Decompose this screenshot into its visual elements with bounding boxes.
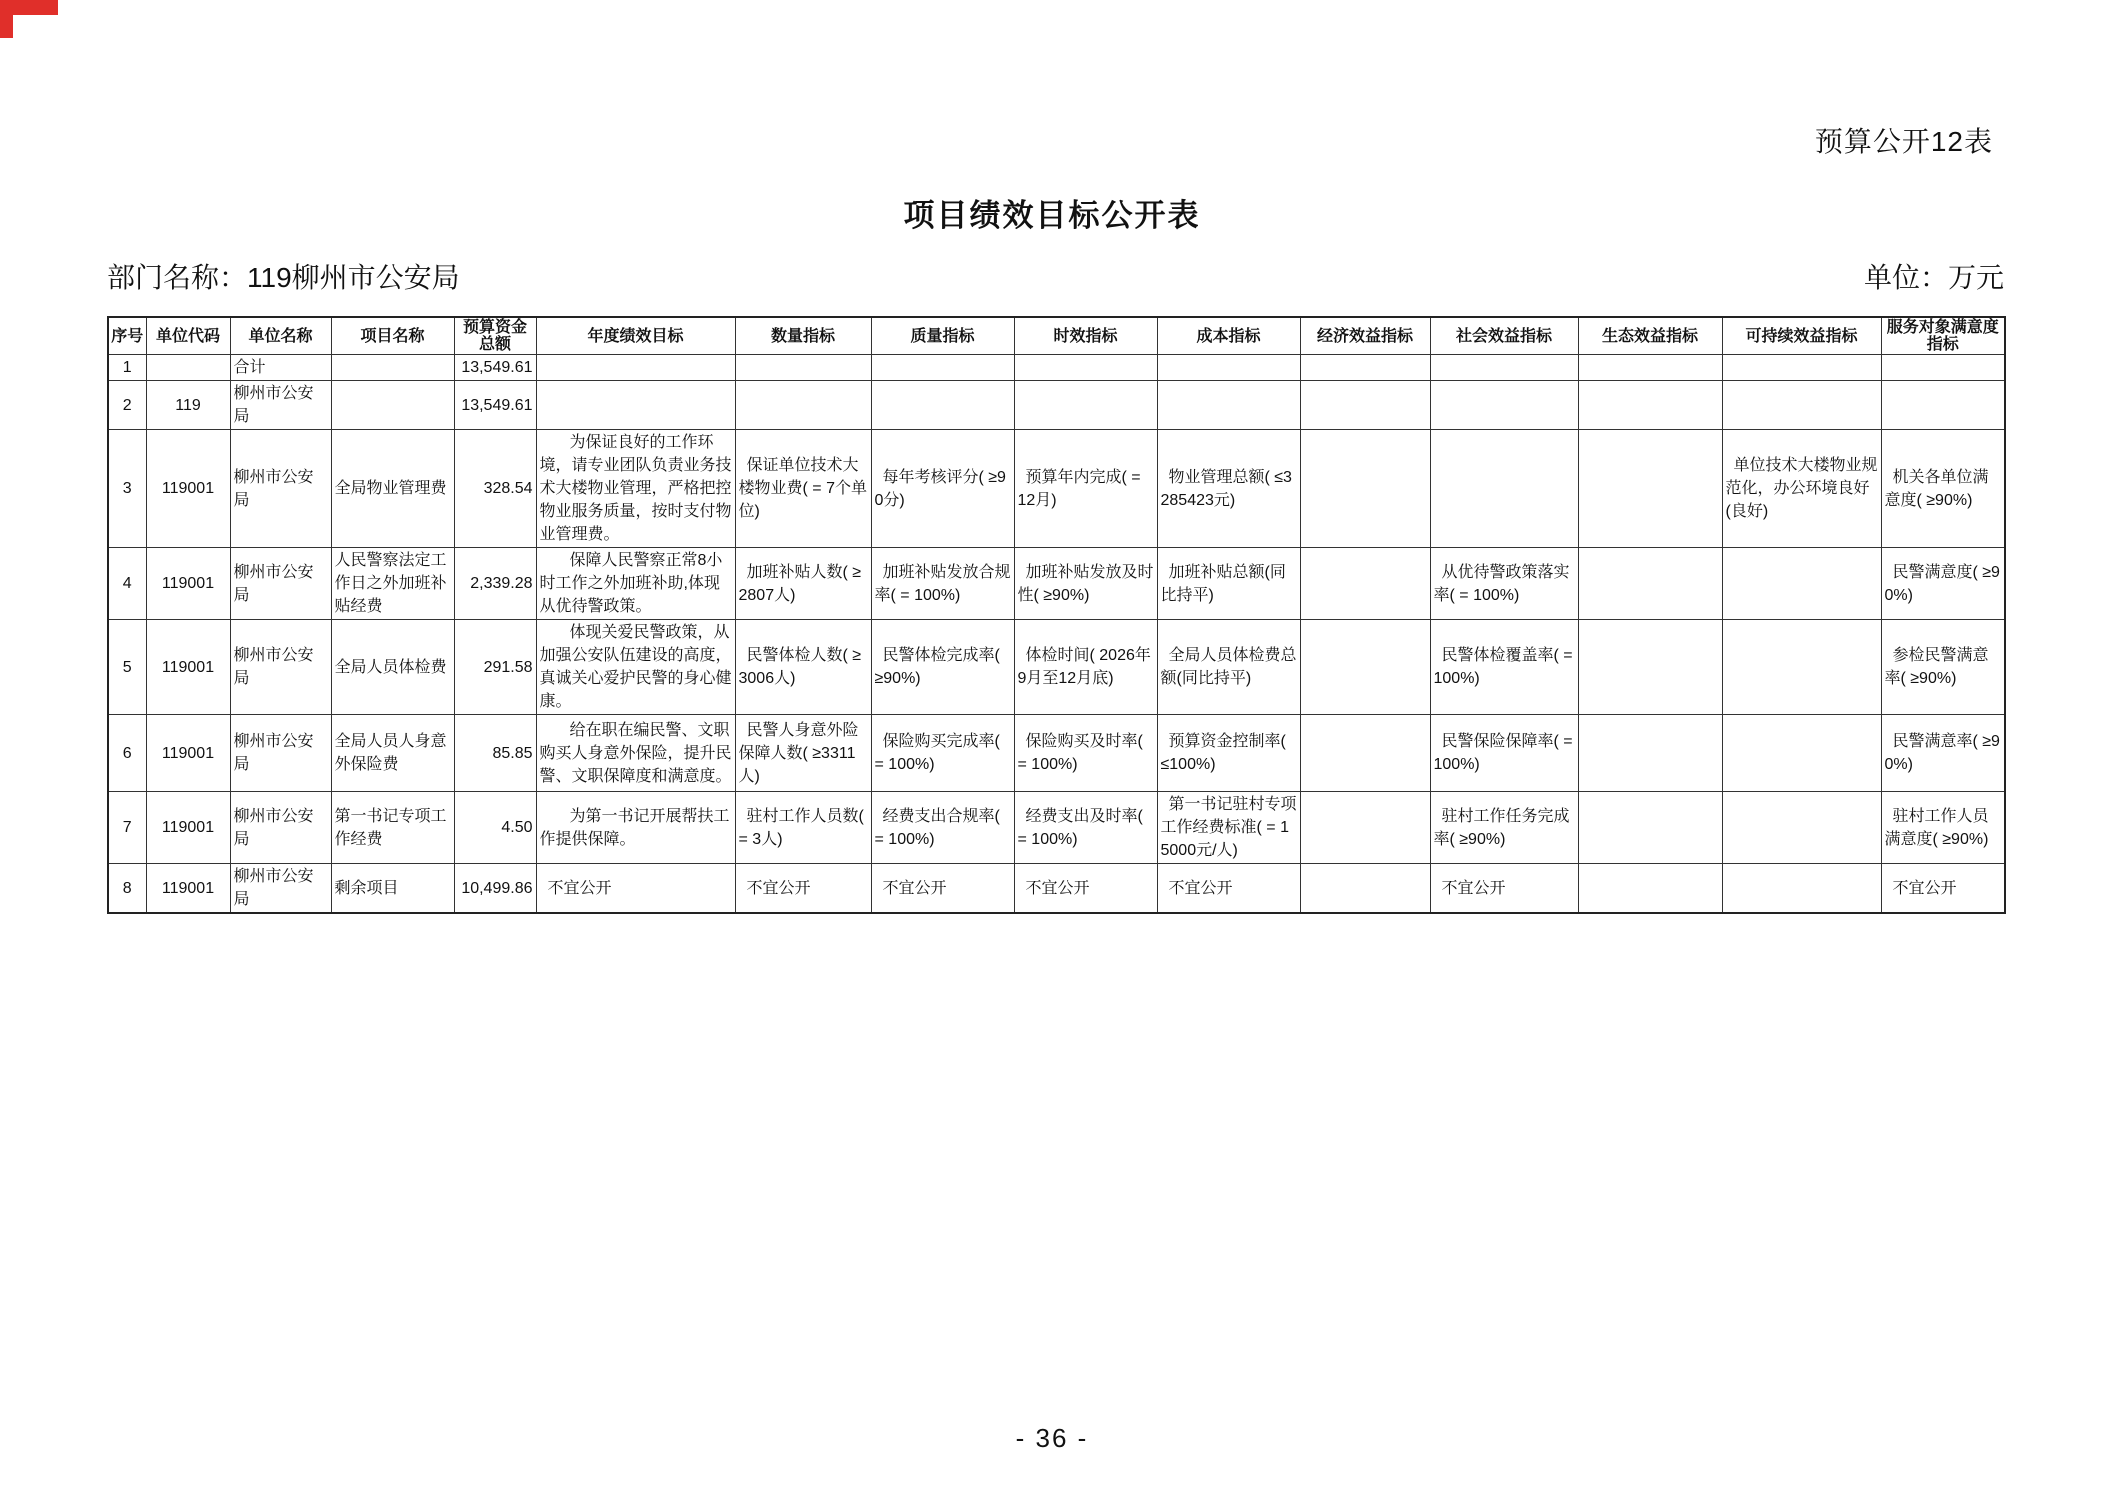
column-header: 服务对象满意度指标 bbox=[1881, 317, 2005, 355]
table-cell bbox=[331, 355, 454, 381]
table-cell bbox=[1722, 355, 1881, 381]
table-cell bbox=[1722, 864, 1881, 914]
table-cell: 119001 bbox=[146, 620, 230, 715]
table-cell: 体检时间( 2026年9月至12月底) bbox=[1014, 620, 1157, 715]
table-cell: 加班补贴人数( ≥2807人) bbox=[735, 548, 871, 620]
column-header: 质量指标 bbox=[871, 317, 1014, 355]
table-cell: 经费支出合规率( = 100%) bbox=[871, 792, 1014, 864]
table-cell: 119001 bbox=[146, 430, 230, 548]
table-cell: 加班补贴发放合规率( = 100%) bbox=[871, 548, 1014, 620]
table-cell: 1 bbox=[108, 355, 146, 381]
table-cell bbox=[1014, 355, 1157, 381]
table-cell: 328.54 bbox=[454, 430, 536, 548]
table-cell: 8 bbox=[108, 864, 146, 914]
column-header: 生态效益指标 bbox=[1578, 317, 1722, 355]
column-header: 社会效益指标 bbox=[1430, 317, 1578, 355]
table-cell bbox=[1300, 864, 1430, 914]
table-cell: 13,549.61 bbox=[454, 381, 536, 430]
table-row bbox=[108, 381, 2005, 430]
table-cell: 第一书记驻村专项工作经费标准( = 15000元/人) bbox=[1157, 792, 1300, 864]
table-cell: 全局物业管理费 bbox=[331, 430, 454, 548]
table-cell: 预算年内完成( = 12月) bbox=[1014, 430, 1157, 548]
column-header: 数量指标 bbox=[735, 317, 871, 355]
table-cell bbox=[1300, 548, 1430, 620]
table-cell: 不宜公开 bbox=[1014, 864, 1157, 914]
table-cell: 6 bbox=[108, 715, 146, 792]
table-cell: 不宜公开 bbox=[871, 864, 1014, 914]
table-cell: 机关各单位满意度( ≥90%) bbox=[1881, 430, 2005, 548]
table-cell: 不宜公开 bbox=[1157, 864, 1300, 914]
table-cell bbox=[1578, 548, 1722, 620]
sheet-number-label: 预算公开12表 bbox=[1814, 126, 1993, 157]
table-cell: 85.85 bbox=[454, 715, 536, 792]
table-cell bbox=[871, 381, 1014, 430]
table-cell: 单位技术大楼物业规范化，办公环境良好(良好) bbox=[1722, 430, 1881, 548]
table-cell bbox=[1300, 430, 1430, 548]
table-cell bbox=[1014, 381, 1157, 430]
table-cell: 2 bbox=[108, 381, 146, 430]
table-cell bbox=[1157, 355, 1300, 381]
column-header: 可持续效益指标 bbox=[1722, 317, 1881, 355]
table-meta-line bbox=[107, 256, 2004, 296]
table-cell: 预算资金控制率( ≤100%) bbox=[1157, 715, 1300, 792]
table-cell: 柳州市公安局 bbox=[230, 792, 331, 864]
table-cell: 7 bbox=[108, 792, 146, 864]
table-cell: 柳州市公安局 bbox=[230, 620, 331, 715]
table-cell bbox=[1430, 430, 1578, 548]
table-cell bbox=[331, 381, 454, 430]
table-cell bbox=[1578, 715, 1722, 792]
table-cell bbox=[1722, 715, 1881, 792]
table-cell: 驻村工作人员数( = 3人) bbox=[735, 792, 871, 864]
table-cell: 保证单位技术大楼物业费( = 7个单位) bbox=[735, 430, 871, 548]
table-cell: 人民警察法定工作日之外加班补贴经费 bbox=[331, 548, 454, 620]
table-cell: 民警体检人数( ≥3006人) bbox=[735, 620, 871, 715]
table-cell: 119 bbox=[146, 381, 230, 430]
table-row bbox=[108, 548, 2005, 620]
table-cell: 经费支出及时率( = 100%) bbox=[1014, 792, 1157, 864]
table-cell: 体现关爱民警政策，从加强公安队伍建设的高度，真诚关心爱护民警的身心健康。 bbox=[536, 620, 735, 715]
table-header-row bbox=[108, 317, 2005, 355]
table-cell: 119001 bbox=[146, 548, 230, 620]
table-cell: 给在职在编民警、文职购买人身意外保险，提升民警、文职保障度和满意度。 bbox=[536, 715, 735, 792]
column-header: 预算资金总额 bbox=[454, 317, 536, 355]
page-number: - 36 - bbox=[1015, 1423, 1089, 1453]
table-cell: 全局人员体检费 bbox=[331, 620, 454, 715]
performance-table bbox=[107, 316, 2006, 914]
table-cell bbox=[1300, 715, 1430, 792]
column-header: 项目名称 bbox=[331, 317, 454, 355]
department-name-label: 部门名称：119柳州市公安局 bbox=[107, 262, 460, 293]
table-cell bbox=[1300, 381, 1430, 430]
table-cell: 保险购买及时率( = 100%) bbox=[1014, 715, 1157, 792]
table-cell bbox=[1578, 355, 1722, 381]
table-cell: 驻村工作任务完成率( ≥90%) bbox=[1430, 792, 1578, 864]
table-cell: 不宜公开 bbox=[1430, 864, 1578, 914]
table-cell: 119001 bbox=[146, 792, 230, 864]
table-row bbox=[108, 715, 2005, 792]
table-body bbox=[108, 355, 2005, 914]
table-cell: 驻村工作人员满意度( ≥90%) bbox=[1881, 792, 2005, 864]
table-cell: 4.50 bbox=[454, 792, 536, 864]
table-header bbox=[108, 317, 2005, 355]
table-cell bbox=[1157, 381, 1300, 430]
column-header: 年度绩效目标 bbox=[536, 317, 735, 355]
column-header: 时效指标 bbox=[1014, 317, 1157, 355]
table-cell: 柳州市公安局 bbox=[230, 864, 331, 914]
table-cell: 民警满意度( ≥90%) bbox=[1881, 548, 2005, 620]
table-cell: 民警满意率( ≥90%) bbox=[1881, 715, 2005, 792]
table-cell: 保障人民警察正常8小时工作之外加班补助,体现从优待警政策。 bbox=[536, 548, 735, 620]
table-cell: 民警体检完成率( ≥90%) bbox=[871, 620, 1014, 715]
table-cell: 物业管理总额( ≤3285423元) bbox=[1157, 430, 1300, 548]
table-cell bbox=[1881, 355, 2005, 381]
table-cell bbox=[536, 381, 735, 430]
table-cell: 不宜公开 bbox=[735, 864, 871, 914]
table-cell: 3 bbox=[108, 430, 146, 548]
table-cell: 13,549.61 bbox=[454, 355, 536, 381]
table-cell bbox=[1578, 381, 1722, 430]
column-header: 成本指标 bbox=[1157, 317, 1300, 355]
table-cell: 第一书记专项工作经费 bbox=[331, 792, 454, 864]
table-row bbox=[108, 792, 2005, 864]
table-cell: 民警体检覆盖率( = 100%) bbox=[1430, 620, 1578, 715]
table-cell: 民警人身意外险保障人数( ≥3311人) bbox=[735, 715, 871, 792]
table-row bbox=[108, 430, 2005, 548]
table-cell bbox=[871, 355, 1014, 381]
table-cell: 119001 bbox=[146, 864, 230, 914]
column-header: 单位名称 bbox=[230, 317, 331, 355]
table-cell: 柳州市公安局 bbox=[230, 381, 331, 430]
table-cell: 全局人员人身意外保险费 bbox=[331, 715, 454, 792]
table-cell bbox=[735, 381, 871, 430]
table-cell bbox=[1722, 792, 1881, 864]
table-row bbox=[108, 355, 2005, 381]
page-title: 项目绩效目标公开表 bbox=[903, 198, 1201, 233]
table-cell: 柳州市公安局 bbox=[230, 430, 331, 548]
table-row bbox=[108, 864, 2005, 914]
table-cell: 加班补贴总额(同比持平) bbox=[1157, 548, 1300, 620]
table-cell: 为保证良好的工作环境，请专业团队负责业务技术大楼物业管理，严格把控物业服务质量，按时支付物业管理费。 bbox=[536, 430, 735, 548]
table-cell bbox=[1430, 381, 1578, 430]
table-cell: 不宜公开 bbox=[1881, 864, 2005, 914]
table-cell: 全局人员体检费总额(同比持平) bbox=[1157, 620, 1300, 715]
table-row bbox=[108, 620, 2005, 715]
table-cell bbox=[1300, 620, 1430, 715]
table-cell bbox=[1722, 548, 1881, 620]
unit-label: 单位：万元 bbox=[1863, 262, 2004, 293]
column-header: 经济效益指标 bbox=[1300, 317, 1430, 355]
table-cell: 柳州市公安局 bbox=[230, 715, 331, 792]
table-cell: 不宜公开 bbox=[536, 864, 735, 914]
table-cell: 119001 bbox=[146, 715, 230, 792]
table-cell: 10,499.86 bbox=[454, 864, 536, 914]
table-cell bbox=[1578, 792, 1722, 864]
table-cell: 加班补贴发放及时性( ≥90%) bbox=[1014, 548, 1157, 620]
table-cell bbox=[1722, 620, 1881, 715]
table-cell bbox=[1722, 381, 1881, 430]
table-cell bbox=[1881, 381, 2005, 430]
table-cell: 从优待警政策落实率( = 100%) bbox=[1430, 548, 1578, 620]
table-cell bbox=[735, 355, 871, 381]
table-cell bbox=[1300, 792, 1430, 864]
table-cell: 参检民警满意率( ≥90%) bbox=[1881, 620, 2005, 715]
table-cell: 柳州市公安局 bbox=[230, 548, 331, 620]
table-cell bbox=[1578, 430, 1722, 548]
table-cell: 2,339.28 bbox=[454, 548, 536, 620]
table-cell bbox=[1300, 355, 1430, 381]
table-cell: 民警保险保障率( = 100%) bbox=[1430, 715, 1578, 792]
table-cell: 291.58 bbox=[454, 620, 536, 715]
table-cell: 4 bbox=[108, 548, 146, 620]
table-cell: 每年考核评分( ≥90分) bbox=[871, 430, 1014, 548]
table-cell bbox=[536, 355, 735, 381]
table-cell bbox=[1578, 620, 1722, 715]
table-cell bbox=[146, 355, 230, 381]
table-cell: 保险购买完成率( = 100%) bbox=[871, 715, 1014, 792]
table-cell bbox=[1578, 864, 1722, 914]
table-cell: 5 bbox=[108, 620, 146, 715]
table-cell: 剩余项目 bbox=[331, 864, 454, 914]
table-cell bbox=[1430, 355, 1578, 381]
table-cell: 为第一书记开展帮扶工作提供保障。 bbox=[536, 792, 735, 864]
column-header: 单位代码 bbox=[146, 317, 230, 355]
column-header: 序号 bbox=[108, 317, 146, 355]
red-corner-mark-vertical bbox=[0, 0, 13, 38]
table-cell: 合计 bbox=[230, 355, 331, 381]
